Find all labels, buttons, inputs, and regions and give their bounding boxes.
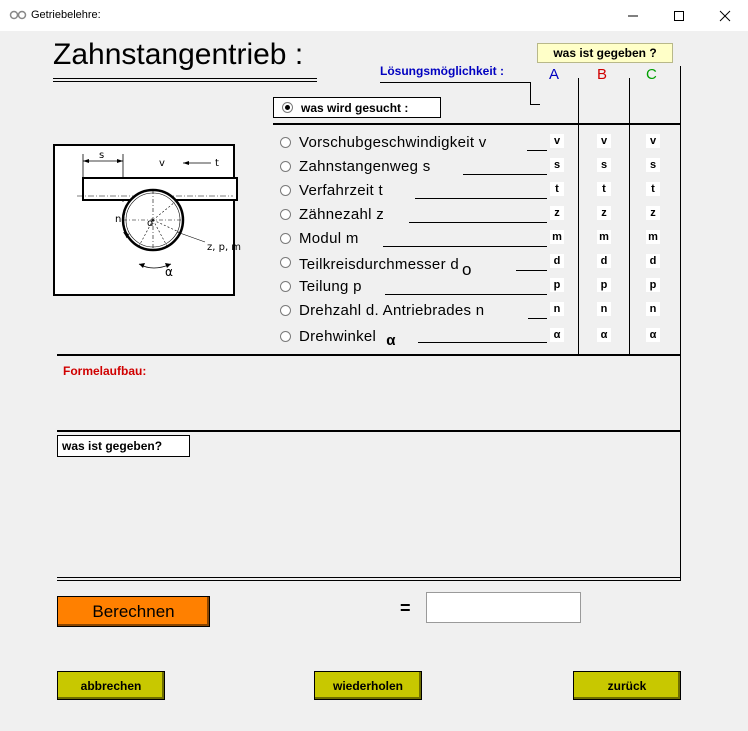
option-sub-drehwinkel: α (386, 332, 396, 349)
minimize-icon (627, 10, 639, 22)
options-bottom-line (57, 354, 681, 356)
cell-a-t[interactable]: t (550, 182, 564, 196)
cell-c-z[interactable]: z (646, 206, 660, 220)
equals-sign: = (400, 598, 411, 618)
cell-a-p[interactable]: p (550, 278, 564, 292)
options-top-line (273, 123, 681, 125)
page-title: Zahnstangentrieb : (53, 38, 304, 71)
cell-b-s[interactable]: s (597, 158, 611, 172)
option-label-drehzahl: Drehzahl d. Antriebrades n (299, 302, 485, 319)
option-label-zaehne: Zähnezahl z (299, 206, 385, 223)
rack-pinion-drawing (55, 146, 242, 294)
option-label-teilkreis (299, 254, 472, 279)
close-icon (719, 10, 731, 22)
gegeben-label: was ist gegeben? (57, 435, 190, 457)
option-underline (383, 246, 547, 247)
title-underline-2 (53, 81, 317, 82)
cell-c-p[interactable]: p (646, 278, 660, 292)
option-underline (409, 222, 547, 223)
option-radio-teilung[interactable] (280, 281, 291, 292)
cell-a-m[interactable]: m (550, 230, 564, 244)
maximize-button[interactable] (656, 0, 702, 31)
title-underline (53, 78, 317, 79)
label-zpm: z, p, m (207, 242, 242, 253)
given-header-label: was ist gegeben ? (537, 43, 673, 63)
formel-bottom-line (57, 430, 681, 432)
cell-c-v[interactable]: v (646, 134, 660, 148)
option-radio-drehzahl[interactable] (280, 305, 291, 316)
given-bottom-line (57, 577, 681, 578)
option-underline (385, 294, 547, 295)
cell-b-n[interactable]: n (597, 302, 611, 316)
loesung-leader-end (530, 104, 540, 105)
label-n: n (115, 214, 122, 225)
cell-a-d[interactable]: d (550, 254, 564, 268)
wanted-radio-icon (282, 102, 293, 113)
option-radio-zaehne[interactable] (280, 209, 291, 220)
cell-a-alpha[interactable]: α (550, 328, 564, 342)
option-radio-weg[interactable] (280, 161, 291, 172)
cell-b-m[interactable]: m (597, 230, 611, 244)
calculate-button[interactable]: Berechnen (57, 596, 210, 627)
label-alpha: α (165, 265, 173, 279)
title-bar (0, 0, 748, 31)
right-border-line (680, 66, 681, 580)
label-s: s (99, 150, 105, 161)
minimize-button[interactable] (610, 0, 656, 31)
option-radio-modul[interactable] (280, 233, 291, 244)
option-radio-vorschub[interactable] (280, 137, 291, 148)
window-title: Getriebelehre: (31, 9, 101, 21)
column-a-header: A (549, 66, 560, 83)
repeat-button[interactable]: wiederholen (314, 671, 422, 700)
cell-b-p[interactable]: p (597, 278, 611, 292)
cell-a-z[interactable]: z (550, 206, 564, 220)
cell-c-m[interactable]: m (646, 230, 660, 244)
option-label-teilkreis-text: Teilkreisdurchmesser d (299, 256, 459, 273)
cell-c-t[interactable]: t (646, 182, 660, 196)
column-divider-ab (578, 78, 579, 354)
option-underline (415, 198, 547, 199)
option-radio-zeit[interactable] (280, 185, 291, 196)
given-bottom-line-2 (57, 580, 681, 581)
cancel-button[interactable]: abbrechen (57, 671, 165, 700)
loesung-label: Lösungsmöglichkeit : (380, 64, 505, 78)
option-radio-drehwinkel[interactable] (280, 331, 291, 342)
option-underline (527, 150, 547, 151)
option-label-vorschub: Vorschubgeschwindigkeit v (299, 134, 487, 151)
loesung-leader-down (530, 82, 531, 104)
option-underline (418, 342, 547, 343)
option-underline (528, 318, 547, 319)
option-underline (516, 270, 547, 271)
cell-c-s[interactable]: s (646, 158, 660, 172)
cell-b-d[interactable]: d (597, 254, 611, 268)
cell-b-z[interactable]: z (597, 206, 611, 220)
result-field[interactable] (426, 592, 581, 623)
column-divider-bc (629, 78, 630, 354)
option-radio-teilkreis[interactable] (280, 257, 291, 268)
column-b-header: B (597, 66, 608, 83)
column-c-header: C (646, 66, 657, 83)
option-label-modul: Modul m (299, 230, 359, 247)
option-label-zeit: Verfahrzeit t (299, 182, 383, 199)
cell-b-t[interactable]: t (597, 182, 611, 196)
cell-a-v[interactable]: v (550, 134, 564, 148)
loesung-leader-line (380, 82, 530, 83)
cell-c-alpha[interactable]: α (646, 328, 660, 342)
option-label-drehwinkel (299, 328, 396, 349)
wanted-label: was wird gesucht : (301, 100, 409, 115)
cell-c-d[interactable]: d (646, 254, 660, 268)
option-label-weg: Zahnstangenweg s (299, 158, 431, 175)
cell-a-s[interactable]: s (550, 158, 564, 172)
option-underline (463, 174, 547, 175)
cell-c-n[interactable]: n (646, 302, 660, 316)
app-icon (10, 10, 26, 20)
maximize-icon (673, 10, 685, 22)
cell-b-v[interactable]: v (597, 134, 611, 148)
close-button[interactable] (702, 0, 748, 31)
option-label-teilung: Teilung p (299, 278, 362, 295)
label-t: t (215, 158, 219, 169)
label-v: v (159, 158, 165, 169)
option-label-drehwinkel-text: Drehwinkel (299, 328, 377, 345)
formel-label: Formelaufbau: (63, 364, 147, 378)
rack-pinion-diagram (53, 144, 242, 296)
option-sub-teilkreis: o (461, 260, 472, 279)
cell-a-n[interactable]: n (550, 302, 564, 316)
label-d: d (147, 218, 154, 229)
cell-b-alpha[interactable]: α (597, 328, 611, 342)
back-button[interactable]: zurück (573, 671, 681, 700)
wanted-radio-button[interactable] (273, 97, 441, 118)
